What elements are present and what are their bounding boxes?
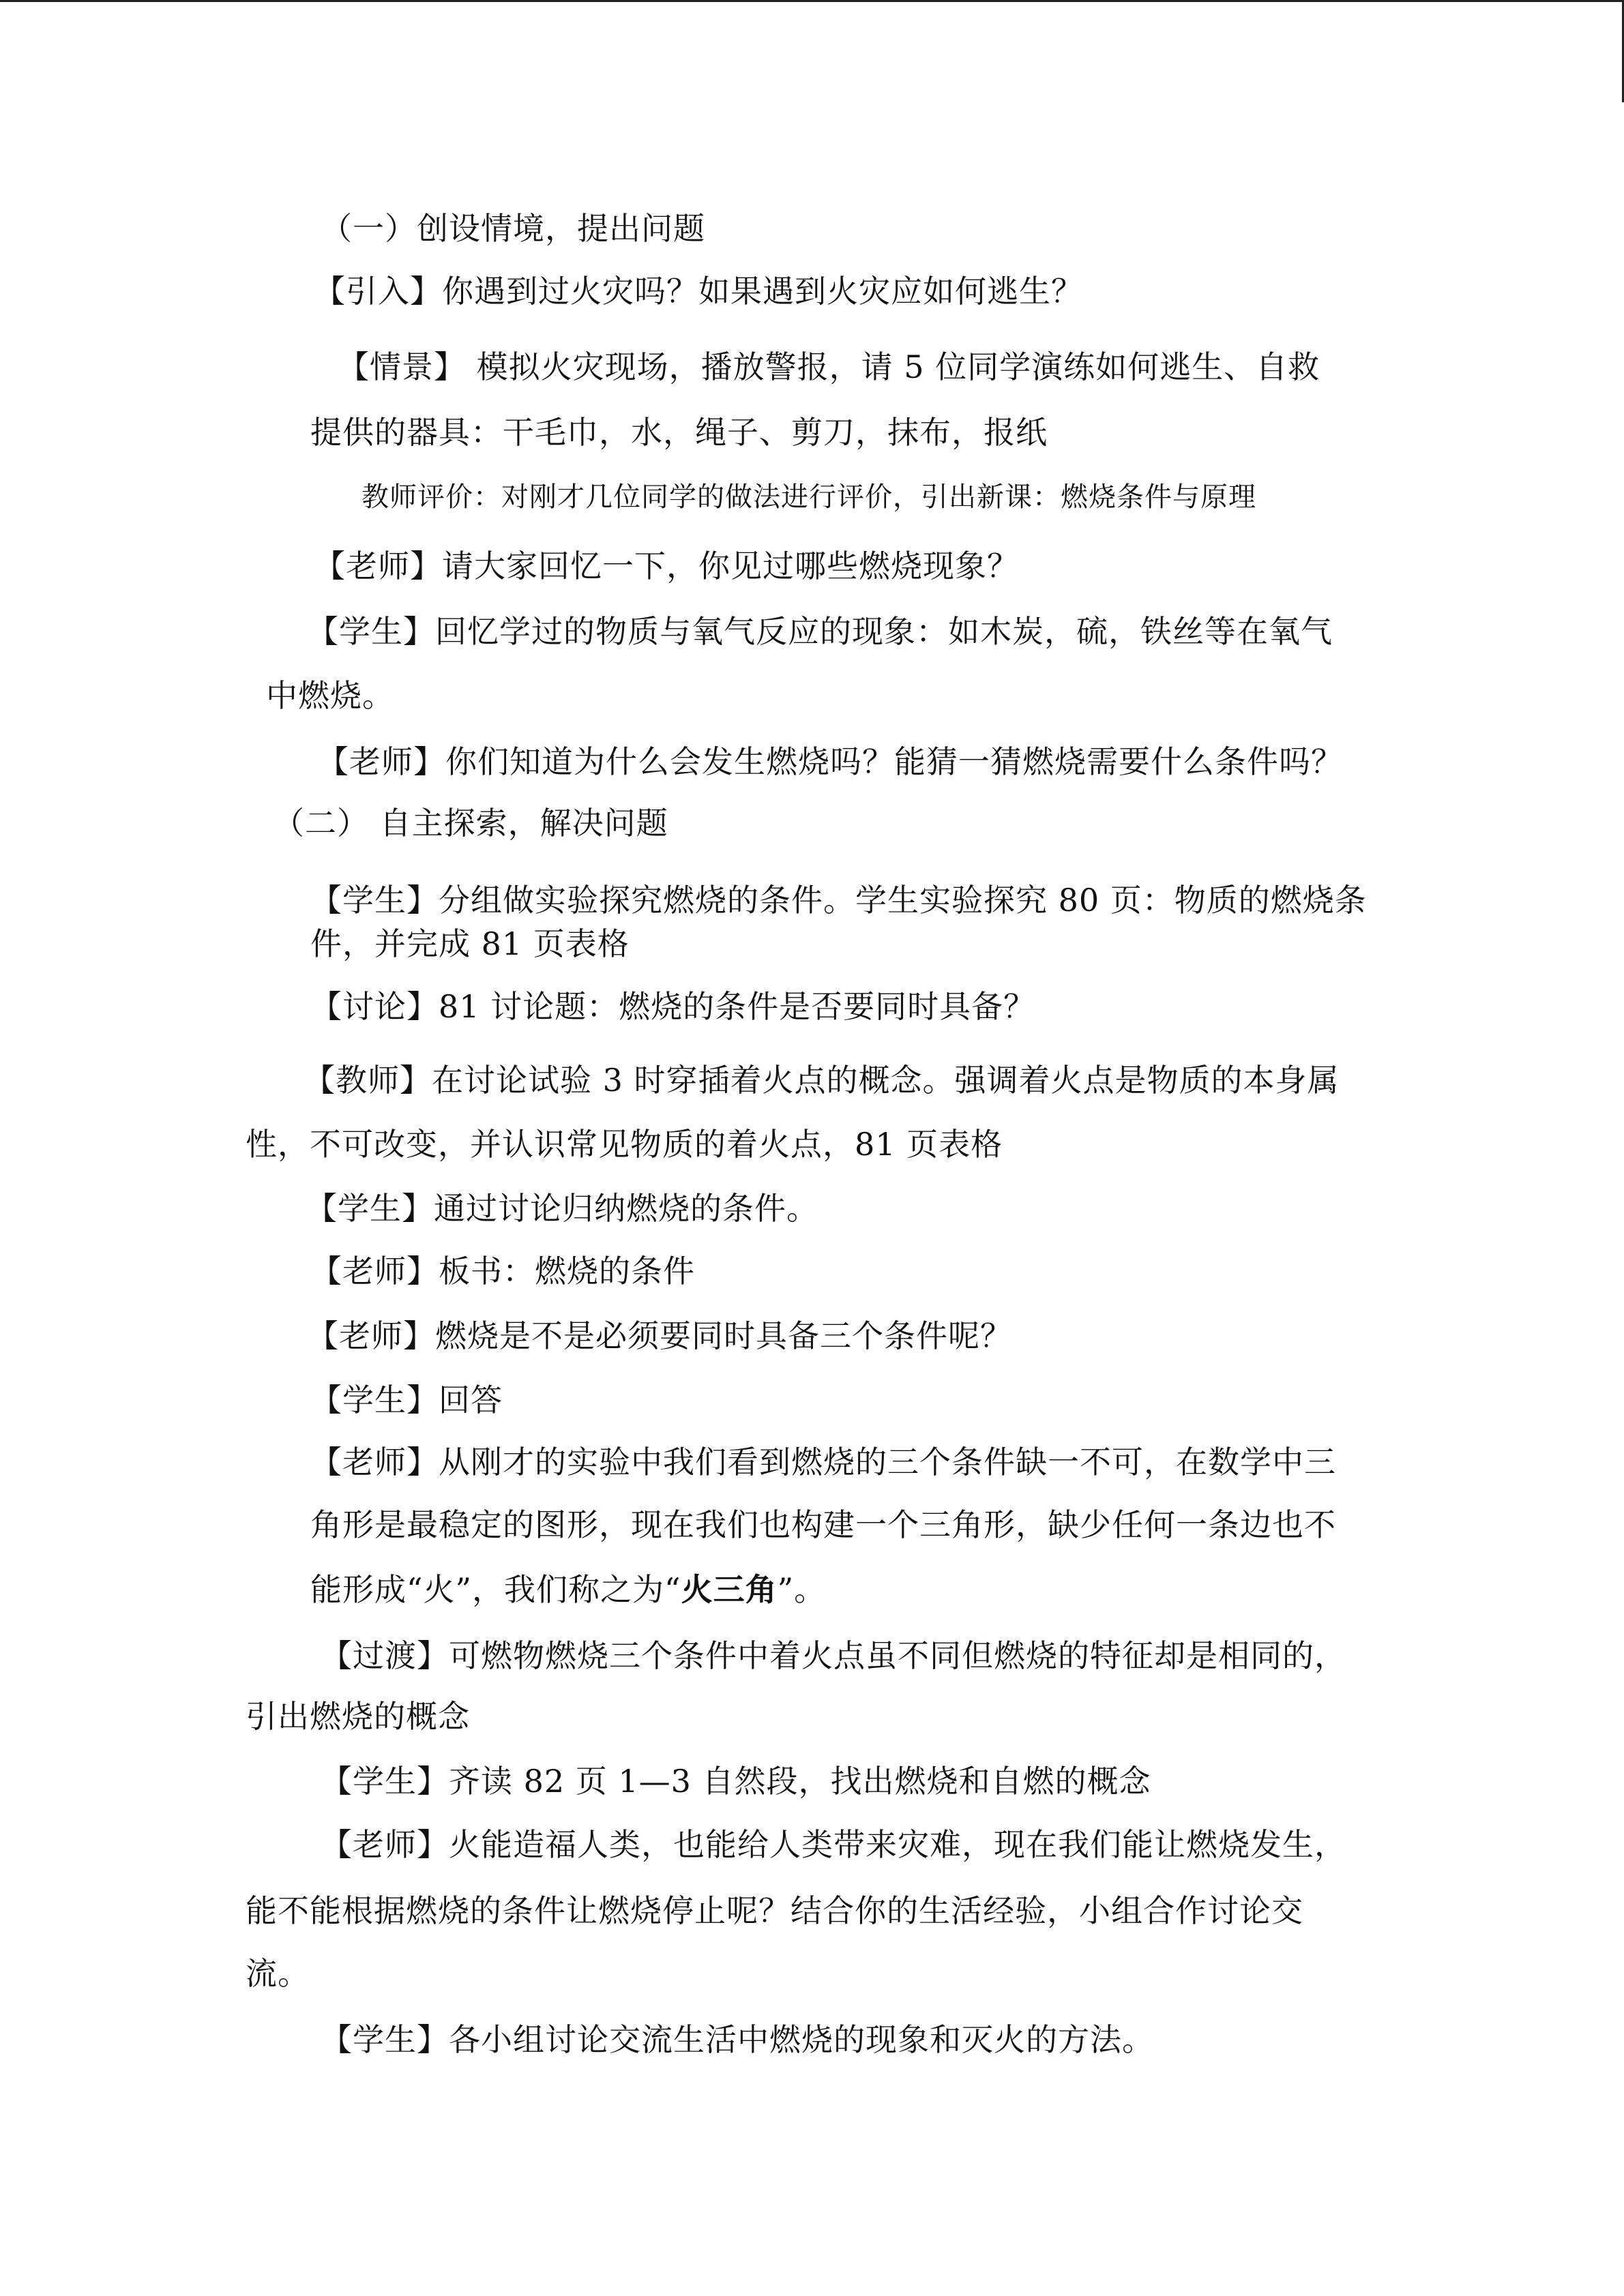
fire-triangle-lead: 能形成“火”，我们称之为“ [310, 1571, 681, 1608]
fire-triangle-term: 火三角 [681, 1571, 778, 1608]
paragraph-teacher-4: 【老师】板书：燃烧的条件 [310, 1253, 695, 1289]
paragraph-student-6: 【学生】各小组讨论交流生活中燃烧的现象和灭火的方法。 [321, 2021, 1154, 2058]
paragraph-teacher-1: 【老师】请大家回忆一下，你见过哪些燃烧现象？ [314, 548, 1019, 584]
paragraph-teacher-5: 【老师】燃烧是不是必须要同时具备三个条件呢？ [307, 1317, 1012, 1354]
paragraph-student-5: 【学生】齐读 82 页 1—3 自然段，找出燃烧和自燃的概念 [321, 1763, 1151, 1800]
paragraph-student-1: 【学生】回忆学过的物质与氧气反应的现象：如木炭，硫，铁丝等在氧气 [307, 613, 1333, 650]
paragraph-teacher-7: 【老师】火能造福人类，也能给人类带来灾难，现在我们能让燃烧发生， [321, 1826, 1346, 1863]
page-top-border [0, 0, 1624, 2]
fire-triangle-tail: ”。 [777, 1571, 827, 1608]
paragraph-scenario: 【情景】 模拟火灾现场，播放警报，请 5 位同学演练如何逃生、自救 [338, 348, 1320, 385]
paragraph-discussion: 【讨论】81 讨论题：燃烧的条件是否要同时具备？ [310, 988, 1036, 1025]
paragraph-student-3: 【学生】通过讨论归纳燃烧的条件。 [306, 1190, 818, 1227]
paragraph-teacher-6: 【老师】从刚才的实验中我们看到燃烧的三个条件缺一不可，在数学中三 [310, 1444, 1336, 1480]
section-heading-2: （二） 自主探索，解决问题 [273, 805, 668, 841]
paragraph-teacher-3: 【教师】在讨论试验 3 时穿插着火点的概念。强调着火点是物质的本身属 [304, 1062, 1340, 1099]
paragraph-transition-cont: 引出燃烧的概念 [246, 1698, 470, 1735]
paragraph-student-2-cont: 件，并完成 81 页表格 [310, 925, 630, 962]
paragraph-student-2: 【学生】分组做实验探究燃烧的条件。学生实验探究 80 页：物质的燃烧条 [310, 882, 1367, 919]
paragraph-teacher-6-cont: 角形是最稳定的图形，现在我们也构建一个三角形，缺少任何一条边也不 [310, 1506, 1336, 1543]
paragraph-teacher-7-end: 流。 [246, 1955, 310, 1992]
paragraph-teacher-6-end [310, 1569, 826, 1610]
paragraph-teacher-2: 【老师】你们知道为什么会发生燃烧吗？能猜一猜燃烧需要什么条件吗？ [317, 743, 1343, 780]
paragraph-tools: 提供的器具：干毛巾，水，绳子、剪刀，抹布，报纸 [310, 414, 1048, 451]
section-heading-1: （一）创设情境，提出问题 [321, 210, 705, 247]
paragraph-transition: 【过渡】可燃物燃烧三个条件中着火点虽不同但燃烧的特征却是相同的， [321, 1637, 1346, 1674]
paragraph-student-1-cont: 中燃烧。 [266, 677, 394, 714]
paragraph-teacher-7-cont: 能不能根据燃烧的条件让燃烧停止呢？结合你的生活经验，小组合作讨论交 [246, 1892, 1303, 1929]
paragraph-intro: 【引入】你遇到过火灾吗？如果遇到火灾应如何逃生？ [314, 273, 1083, 310]
paragraph-teacher-evaluation: 教师评价：对刚才几位同学的做法进行评价，引出新课：燃烧条件与原理 [361, 481, 1256, 513]
paragraph-teacher-3-cont: 性，不可改变，并认识常见物质的着火点，81 页表格 [246, 1126, 1003, 1163]
paragraph-student-4: 【学生】回答 [310, 1382, 503, 1418]
